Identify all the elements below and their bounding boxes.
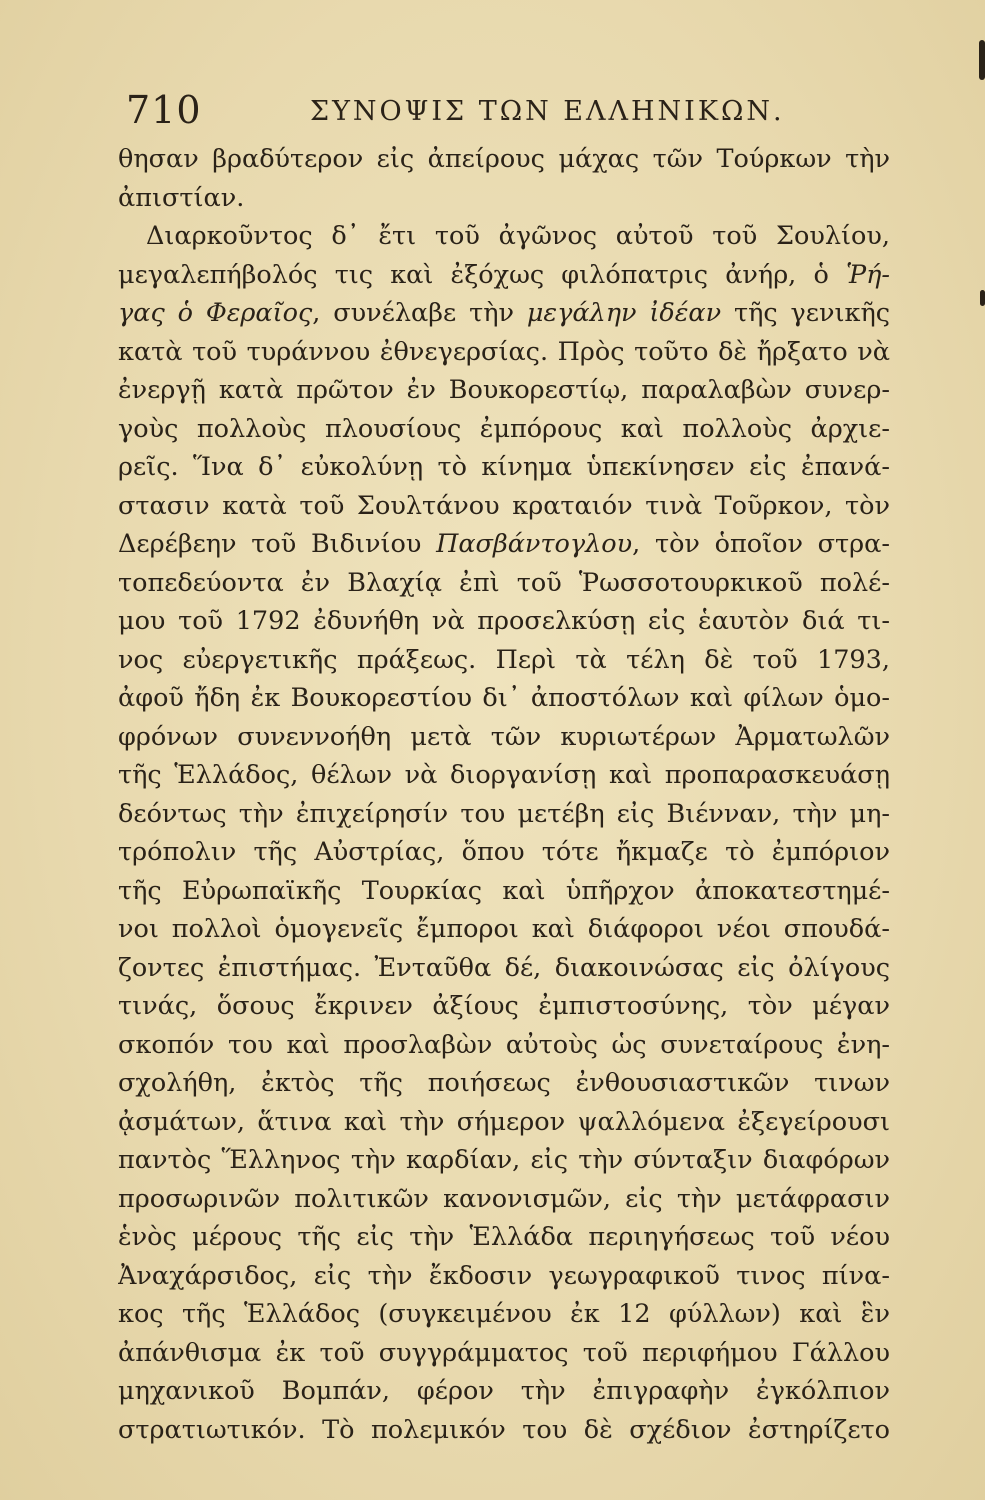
text-line <box>118 641 890 680</box>
text-line <box>118 1180 890 1219</box>
text-segment: ἀπάνθισμα ἐκ τοῦ συγγράμματος τοῦ περιφήμου Γάλλου <box>118 1337 890 1368</box>
text-line <box>118 833 890 872</box>
text-segment: ἐνεργῇ κατὰ πρῶτον ἐν Βουκορεστίῳ, παραλαβὼν συνερ- <box>118 375 890 405</box>
text-segment: δεόντως τὴν ἐπιχείρησίν του μετέβη εἰς Βιένναν, τὴν μη- <box>118 798 890 829</box>
italic-text: Πασβάντογλου <box>436 529 633 559</box>
text-segment: νος εὐεργετικῆς πράξεως. Περὶ τὰ τέλη δὲ τοῦ 1793, <box>118 644 890 675</box>
text-segment: σκοπόν του καὶ προσλαβὼν αὐτοὺς ὡς συνεταίρους ἐνη- <box>118 1029 890 1060</box>
text-segment: κατὰ τοῦ τυράννου ἐθνεγερσίας. Πρὸς τοῦτο δὲ ἤρξατο νὰ <box>118 336 890 367</box>
text-line <box>118 487 890 526</box>
text-line <box>118 1218 890 1257</box>
text-line <box>118 448 890 487</box>
text-segment: στρατιωτικόν. Τὸ πολεμικόν του δὲ σχέδιον ἐστηρίζετο <box>118 1414 890 1445</box>
text-line <box>118 1372 890 1411</box>
text-line <box>118 602 890 641</box>
text-segment: τῆς Ἑλλάδος, θέλων νὰ διοργανίσῃ καὶ προπαρασκευάσῃ <box>118 760 890 790</box>
text-segment: στασιν κατὰ τοῦ Σουλτάνου κραταιόν τινὰ Τοῦρκον, τὸν <box>118 490 890 521</box>
text-line <box>118 371 890 410</box>
text-line <box>118 1334 890 1373</box>
italic-text: Ῥή- <box>845 259 890 290</box>
text-line <box>118 333 890 372</box>
text-line <box>118 1103 890 1142</box>
text-line <box>118 1026 890 1065</box>
text-line <box>118 179 890 218</box>
page-edge-mark <box>979 40 985 80</box>
text-line <box>118 525 890 564</box>
text-segment: τρόπολιν τῆς Αὐστρίας, ὅπου τότε ἤκμαζε τὸ ἐμπόριον <box>118 837 890 867</box>
running-head: ΣΥΝΟΨΙΣ ΤΩΝ ΕΛΛΗΝΙΚΩΝ. <box>310 96 785 127</box>
text-line <box>118 718 890 757</box>
text-segment: , συνέλαβε τὴν <box>312 298 527 328</box>
text-segment: τῆς Εὐρωπαϊκῆς Τουρκίας καὶ ὑπῆρχον ἀποκατεστημέ- <box>118 875 890 906</box>
text-line <box>118 1411 890 1450</box>
text-line <box>118 1141 890 1180</box>
text-segment: παντὸς Ἕλληνος τὴν καρδίαν, εἰς τὴν σύνταξιν διαφόρων <box>118 1145 890 1175</box>
text-segment: τῆς γενικῆς <box>721 298 890 328</box>
text-line <box>118 217 890 256</box>
text-segment: ἀπιστίαν. <box>118 182 245 213</box>
page-header <box>120 88 880 138</box>
italic-text: μεγάλην ἰδέαν <box>526 298 722 328</box>
text-segment: , τὸν ὁποῖον στρα- <box>632 529 890 559</box>
text-segment: προσωρινῶν πολιτικῶν κανονισμῶν, εἰς τὴν μετάφρασιν <box>118 1183 890 1214</box>
text-line <box>118 140 890 179</box>
text-line <box>118 910 890 949</box>
text-segment: Ἀναχάρσιδος, εἰς τὴν ἔκδοσιν γεωγραφικοῦ τινος πίνα- <box>118 1260 890 1291</box>
text-line <box>118 987 890 1026</box>
text-segment: σχολήθη, ἐκτὸς τῆς ποιήσεως ἐνθουσιαστικῶν τινων <box>118 1068 890 1098</box>
text-segment: ρεῖς. Ἵνα δ᾽ εὐκολύνῃ τὸ κίνημα ὑπεκίνησεν εἰς ἐπανά- <box>118 452 890 482</box>
page-number: 710 <box>126 88 202 132</box>
text-line <box>118 1295 890 1334</box>
italic-text: γας ὁ Φεραῖος <box>118 298 313 328</box>
text-segment: Δερέβεην τοῦ Βιδινίου <box>118 529 437 559</box>
text-segment: φρόνων συνεννοήθη μετὰ τῶν κυριωτέρων Ἀρματωλῶν <box>118 721 890 752</box>
text-segment: ζοντες ἐπιστήμας. Ἐνταῦθα δέ, διακοινώσας εἰς ὀλίγους <box>118 952 890 983</box>
text-segment: ἑνὸς μέρους τῆς εἰς τὴν Ἑλλάδα περιηγήσεως τοῦ νέου <box>118 1222 890 1252</box>
text-line <box>118 1064 890 1103</box>
text-segment: τοπεδεύοντα ἐν Βλαχίᾳ ἐπὶ τοῦ Ῥωσσοτουρκικοῦ πολέ- <box>118 567 890 598</box>
body-text <box>118 140 890 1449</box>
text-line <box>118 410 890 449</box>
text-line <box>118 872 890 911</box>
text-segment: τινάς, ὅσους ἔκρινεν ἀξίους ἐμπιστοσύνης, τὸν μέγαν <box>118 991 890 1021</box>
text-segment: θησαν βραδύτερον εἰς ἀπείρους μάχας τῶν Τούρκων τὴν <box>118 144 890 174</box>
text-segment: μηχανικοῦ Βομπάν, φέρον τὴν ἐπιγραφὴν ἐγκόλπιον <box>118 1376 890 1406</box>
text-segment: κος τῆς Ἑλλάδος (συγκειμένου ἐκ 12 φύλλων) καὶ ἓν <box>118 1299 890 1329</box>
text-line <box>118 564 890 603</box>
text-line <box>118 949 890 988</box>
page-edge-mark <box>980 290 985 306</box>
text-segment: μου τοῦ 1792 ἐδυνήθη νὰ προσελκύσῃ εἰς ἑαυτὸν διά τι- <box>118 606 890 636</box>
text-segment: ἀφοῦ ἤδη ἐκ Βουκορεστίου δι᾽ ἀποστόλων καὶ φίλων ὁμο- <box>118 683 890 713</box>
text-line <box>118 256 890 295</box>
text-segment: μεγαλεπήβολός τις καὶ ἐξόχως φιλόπατρις ἀνήρ, ὁ <box>118 259 846 290</box>
text-segment: Διαρκοῦντος δ᾽ ἔτι τοῦ ἀγῶνος αὐτοῦ τοῦ Σουλίου, <box>146 221 890 251</box>
text-line <box>118 1257 890 1296</box>
text-line <box>118 679 890 718</box>
text-segment: ᾀσμάτων, ἅτινα καὶ τὴν σήμερον ψαλλόμενα ἐξεγείρουσι <box>118 1106 890 1137</box>
text-line <box>118 294 890 333</box>
text-line <box>118 756 890 795</box>
text-line <box>118 795 890 834</box>
text-segment: νοι πολλοὶ ὁμογενεῖς ἔμποροι καὶ διάφοροι νέοι σπουδά- <box>118 914 890 944</box>
text-segment: γοὺς πολλοὺς πλουσίους ἐμπόρους καὶ πολλοὺς ἀρχιε- <box>118 413 890 444</box>
